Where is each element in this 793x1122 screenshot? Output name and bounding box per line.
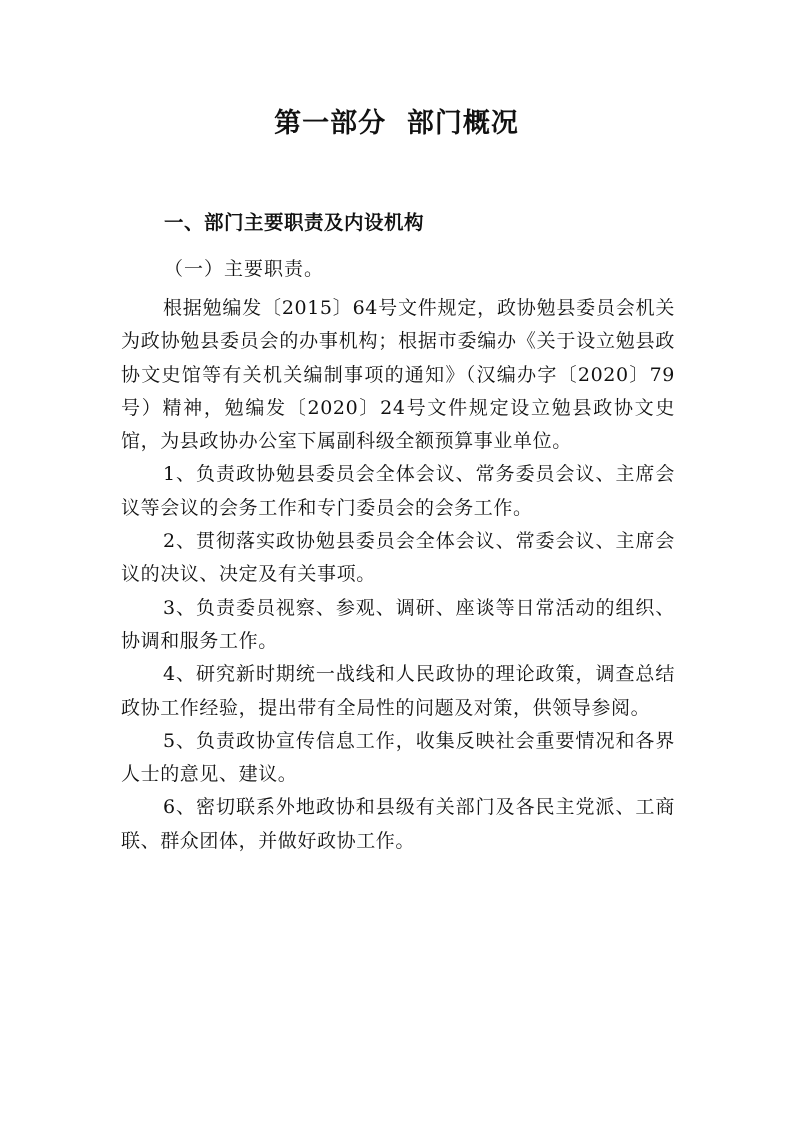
paragraph-duty-3: 3、负责委员视察、参观、调研、座谈等日常活动的组织、协调和服务工作。: [121, 596, 675, 652]
paragraph-duty-5: 5、负责政协宣传信息工作，收集反映社会重要情况和各界人士的意见、建议。: [121, 729, 675, 786]
paragraph-duty-1: 1、负责政协勉县委员会全体会议、常务委员会议、主席会议等会议的会务工作和专门委员会的会务工作。: [121, 463, 675, 519]
paragraph-duty-2: 2、贯彻落实政协勉县委员会全体会议、常委会议、主席会议的决议、决定及有关事项。: [121, 530, 675, 586]
paragraph-duty-6: 6、密切联系外地政协和县级有关部门及各民主党派、工商联、群众团体，并做好政协工作。: [121, 796, 675, 852]
subsection-heading: （一）主要职责。: [164, 258, 325, 280]
page-title: 第一部分 部门概况: [274, 108, 519, 139]
paragraph-intro: 根据勉编发〔2015〕64号文件规定，政协勉县委员会机关为政协勉县委员会的办事机构；根据市委编办《关于设立勉县政协文史馆等有关机关编制事项的通知》（汉编办字〔2020〕79号）精神，勉编发〔2020〕24号文件规定设立勉县政协文史馆，为县政协办公室下属副科级全额预算事业单位。: [121, 297, 675, 453]
paragraph-duty-4: 4、研究新时期统一战线和人民政协的理论政策，调查总结政协工作经验，提出带有全局性的问题及对策，供领导参阅。: [121, 663, 675, 719]
document-body: [121, 292, 675, 858]
section-heading: 一、部门主要职责及内设机构: [164, 211, 425, 234]
